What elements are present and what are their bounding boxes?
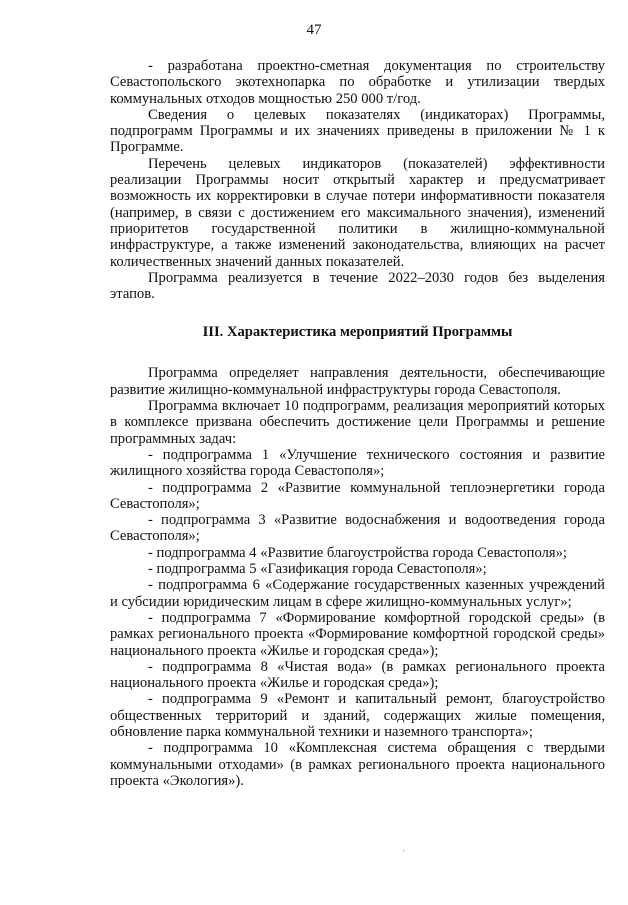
subprogram-item-7: - подпрограмма 7 «Формирование комфортной городской среды» (в рамках регионального проекта «Формирование комфортной городской среды» национального проекта «Жилье и городская среда»); <box>110 609 605 659</box>
paragraph-program-period: Программа реализуется в течение 2022–2030 годов без выделения этапов. <box>110 269 605 303</box>
subprogram-item-5: - подпрограмма 5 «Газификация города Севастополя»; <box>148 561 487 578</box>
subprogram-item-10: - подпрограмма 10 «Комплексная система обращения с твердыми коммунальными отходами» (в рамках регионального проекта национального проекта «Экология»). <box>110 740 605 789</box>
paragraph-program-directions: Программа определяет направления деятельности, обеспечивающие развитие жилищно-коммунальной инфраструктуры города Севастополя. <box>110 365 605 398</box>
subprogram-item-1: - подпрограмма 1 «Улучшение технического состояния и развитие жилищного хозяйства города Севастополя»; <box>110 446 605 480</box>
paragraph-target-indicators-info: Сведения о целевых показателях (индикаторах) Программы, подпрограмм Программы и их значениях приведены в приложении № 1 к Программе. <box>110 106 605 156</box>
page-number: 47 <box>306 22 322 38</box>
section-heading: III. Характеристика мероприятий Программы <box>202 324 513 341</box>
subprogram-item-4: - подпрограмма 4 «Развитие благоустройства города Севастополя»; <box>148 544 567 561</box>
subprogram-item-8: - подпрограмма 8 «Чистая вода» (в рамках регионального проекта национального проекта «Жилье и городская среда»); <box>110 658 605 692</box>
paragraph-indicators-list: Перечень целевых индикаторов (показателей) эффективности реализации Программы носит открытый характер и предусматривает возможность их корректировки в случае потери информативности показателя (например, в связи с достижением его максимального значения), изменений приоритетов государственной политики в жилищно-коммунальной инфраструктуре, а также изменений законодательства, влияющих на расчет количественных значений данных показателей. <box>110 155 605 270</box>
subprogram-item-9: - подпрограмма 9 «Ремонт и капитальный ремонт, благоустройство общественных территорий и зданий, содержащих жилые помещения, обновление парка коммунальной техники и наземного транспорта»; <box>110 691 605 740</box>
subprogram-item-6: - подпрограмма 6 «Содержание государственных казенных учреждений и субсидии юридическим лицам в сфере жилищно-коммунальных услуг»; <box>110 577 605 610</box>
subprogram-item-3: - подпрограмма 3 «Развитие водоснабжения и водоотведения города Севастополя»; <box>110 512 605 545</box>
subprogram-item-2: - подпрограмма 2 «Развитие коммунальной теплоэнергетики города Севастополя»; <box>110 479 605 512</box>
document-body <box>110 58 605 789</box>
paragraph-design-documentation: - разработана проектно-сметная документация по строительству Севастопольского экотехнопарка по обработке и утилизации твердых коммунальных отходов мощностью 250 000 т/год. <box>110 58 605 107</box>
paragraph-program-includes: Программа включает 10 подпрограмм, реализация мероприятий которых в комплексе призвана обеспечить достижение цели Программы и решение программных задач: <box>110 398 605 447</box>
stray-scan-mark: ' <box>403 848 405 858</box>
